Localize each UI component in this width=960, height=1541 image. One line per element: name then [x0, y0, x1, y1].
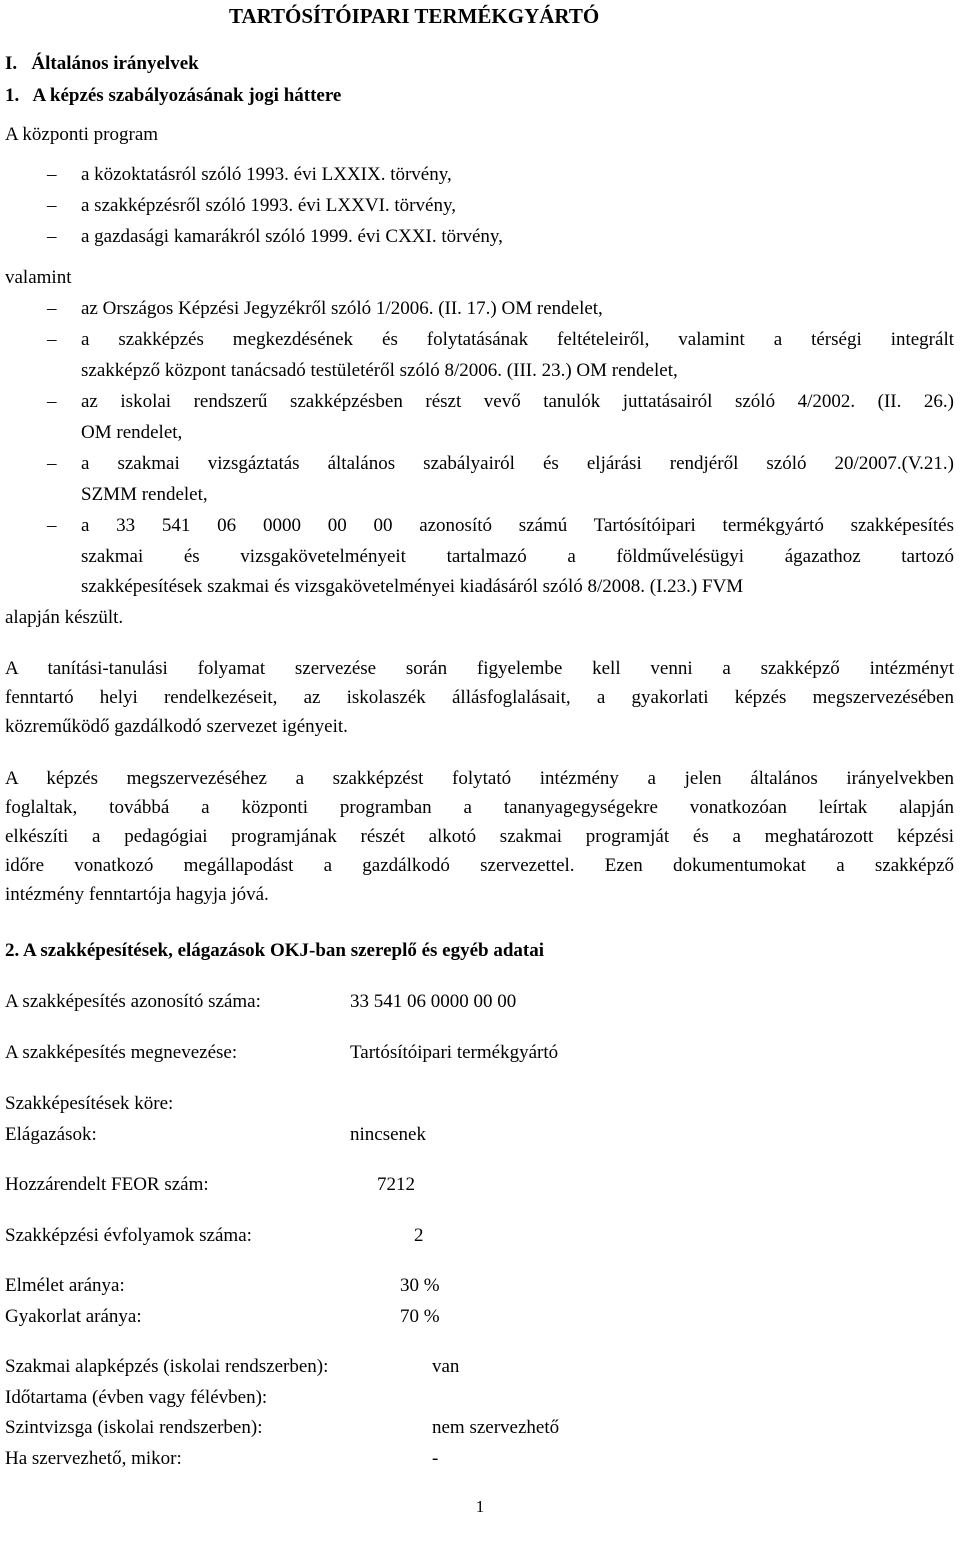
- field-label: Gyakorlat aránya:: [5, 1306, 142, 1327]
- list-item-continuation: SZMM rendelet,: [81, 484, 208, 505]
- field-label: A szakképesítés azonosító száma:: [5, 991, 261, 1012]
- alapjan-text: alapján készült.: [5, 607, 124, 628]
- paragraph-line: elkészíti a pedagógiai programjának részét alkotó szakmai programját és a meghatározott képzési: [5, 826, 954, 847]
- list-dash: [47, 194, 63, 218]
- section-heading-general: I. Általános irányelvek: [5, 53, 199, 74]
- paragraph-process: [5, 654, 954, 741]
- field-label: Szakmai alapképzés (iskolai rendszerben):: [5, 1356, 329, 1377]
- list-dash: [47, 297, 63, 321]
- paragraph-line: A képzés megszervezéséhez a szakképzést folytató intézmény a jelen általános irányelvekben: [5, 768, 954, 789]
- field-value: nem szervezhető: [432, 1417, 560, 1438]
- field-value: Tartósítóipari termékgyártó: [350, 1042, 559, 1063]
- intro-text: A központi program: [5, 124, 159, 145]
- field-label: Hozzárendelt FEOR szám:: [5, 1174, 209, 1195]
- field-value: 70 %: [400, 1306, 440, 1327]
- list-item: a szakmai vizsgáztatás általános szabályairól és eljárási rendjéről szóló 20/2007.(V.21.): [81, 453, 954, 474]
- field-value: van: [432, 1356, 460, 1377]
- section-heading-okj-data: 2. A szakképesítések, elágazások OKJ-ban szereplő és egyéb adatai: [5, 940, 545, 961]
- field-label: Elágazások:: [5, 1124, 97, 1145]
- field-value: -: [432, 1448, 439, 1469]
- field-value: nincsenek: [350, 1124, 426, 1145]
- field-label: A szakképesítés megnevezése:: [5, 1042, 238, 1063]
- list-item-continuation: szakmai és vizsgakövetelményeit tartalmazó a földművelésügyi ágazathoz tartozó: [81, 546, 954, 567]
- paragraph-line: közreműködő gazdálkodó szervezet igényeit.: [5, 716, 348, 737]
- list-item: a gazdasági kamarákról szóló 1999. évi CXXI. törvény,: [81, 226, 503, 247]
- list-dash: [47, 390, 63, 414]
- field-value: 30 %: [400, 1275, 440, 1296]
- paragraph-line: A tanítási-tanulási folyamat szervezése során figyelembe kell venni a szakképző intézményt: [5, 658, 954, 679]
- field-value: 2: [414, 1225, 424, 1246]
- paragraph-line: intézmény fenntartója hagyja jóvá.: [5, 884, 269, 905]
- paragraph-line: fenntartó helyi rendelkezéseit, az iskolaszék állásfoglalásait, a gyakorlati képzés megszervezésében: [5, 687, 954, 708]
- list-item-continuation: szakképző központ tanácsadó testületéről szóló 8/2006. (III. 23.) OM rendelet,: [81, 360, 678, 381]
- field-label: Ha szervezhető, mikor:: [5, 1448, 182, 1469]
- document-title: TARTÓSÍTÓIPARI TERMÉKGYÁRTÓ: [229, 4, 600, 28]
- list-item-continuation: szakképesítések szakmai és vizsgakövetelményei kiadásáról szóló 8/2008. (I.23.) FVM: [81, 576, 744, 597]
- field-value: 33 541 06 0000 00 00: [350, 991, 517, 1012]
- list-dash: [47, 514, 63, 538]
- field-label: Szakképesítések köre:: [5, 1093, 174, 1114]
- field-value: 7212: [377, 1174, 415, 1195]
- list-item: a közoktatásról szóló 1993. évi LXXIX. törvény,: [81, 164, 452, 185]
- paragraph-line: foglaltak, továbbá a központi programban a tananyagegységekre vonatkozóan leírtak alapján: [5, 797, 954, 818]
- subsection-heading-legal: 1. A képzés szabályozásának jogi háttere: [5, 85, 342, 106]
- list-item: az Országos Képzési Jegyzékről szóló 1/2006. (II. 17.) OM rendelet,: [81, 298, 603, 319]
- paragraph-organization: [5, 764, 954, 909]
- list-dash: [47, 452, 63, 476]
- list-item: a szakképzés megkezdésének és folytatásának feltételeiről, valamint a térségi integrált: [81, 329, 954, 350]
- list-dash: [47, 225, 63, 249]
- field-label: Időtartama (évben vagy félévben):: [5, 1387, 268, 1408]
- list-dash: [47, 163, 63, 187]
- paragraph-line: időre vonatkozó megállapodást a gazdálkodó szervezettel. Ezen dokumentumokat a szakképző: [5, 855, 954, 876]
- field-label: Elmélet aránya:: [5, 1275, 125, 1296]
- page-number: 1: [475, 1497, 485, 1516]
- list-item: a 33 541 06 0000 00 00 azonosító számú Tartósítóipari termékgyártó szakképesítés: [81, 515, 954, 536]
- field-label: Szakképzési évfolyamok száma:: [5, 1225, 252, 1246]
- list-dash: [47, 328, 63, 352]
- list-item-continuation: OM rendelet,: [81, 422, 183, 443]
- list-item: a szakképzésről szóló 1993. évi LXXVI. törvény,: [81, 195, 456, 216]
- field-label: Szintvizsga (iskolai rendszerben):: [5, 1417, 263, 1438]
- valamint-text: valamint: [5, 267, 72, 288]
- list-item: az iskolai rendszerű szakképzésben részt vevő tanulók juttatásairól szóló 4/2002. (II. 26.): [81, 391, 954, 412]
